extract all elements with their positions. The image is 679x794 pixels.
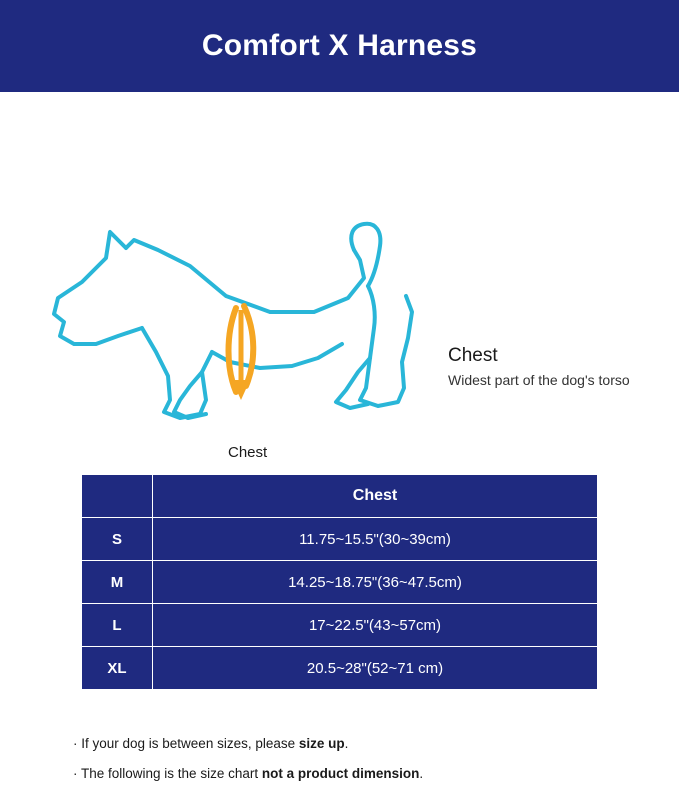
note-2-suffix: . <box>419 765 424 781</box>
size-label-s: S <box>82 518 153 561</box>
illustration-area <box>0 92 679 464</box>
notes-section <box>73 735 633 794</box>
chest-value-s: 11.75~15.5"(30~39cm) <box>153 518 598 561</box>
chest-callout-title: Chest <box>448 345 498 366</box>
size-table-wrapper <box>81 474 598 690</box>
size-label-l: L <box>82 604 153 647</box>
chest-callout <box>448 345 648 390</box>
table-row <box>82 561 598 604</box>
note-not-product-dimension <box>73 765 633 783</box>
chest-value-l: 17~22.5"(43~57cm) <box>153 604 598 647</box>
table-header-row <box>82 475 598 518</box>
table-row <box>82 604 598 647</box>
chest-value-xl: 20.5~28"(52~71 cm) <box>153 647 598 690</box>
note-2-bold: not a product dimension <box>261 765 420 781</box>
note-size-up <box>73 735 633 753</box>
note-1-prefix: · If your dog is between sizes, please <box>73 736 299 751</box>
dog-outline-icon <box>30 100 430 430</box>
table-header-blank <box>82 475 153 518</box>
table-row <box>82 518 598 561</box>
chest-callout-description: Widest part of the dog's torso <box>448 372 630 388</box>
table-row <box>82 647 598 690</box>
note-1-bold: size up <box>298 736 345 751</box>
table-header-chest: Chest <box>153 475 598 518</box>
size-label-xl: XL <box>82 647 153 690</box>
page-title: Comfort X Harness <box>201 29 478 62</box>
size-label-m: M <box>82 561 153 604</box>
note-1-suffix: . <box>344 736 349 751</box>
chest-inline-label: Chest <box>228 444 268 461</box>
size-table <box>81 474 598 690</box>
chest-value-m: 14.25~18.75"(36~47.5cm) <box>153 561 598 604</box>
note-2-prefix: · The following is the size chart <box>73 765 262 781</box>
chest-measure-arrow-icon <box>229 306 254 400</box>
page-header <box>0 0 679 92</box>
